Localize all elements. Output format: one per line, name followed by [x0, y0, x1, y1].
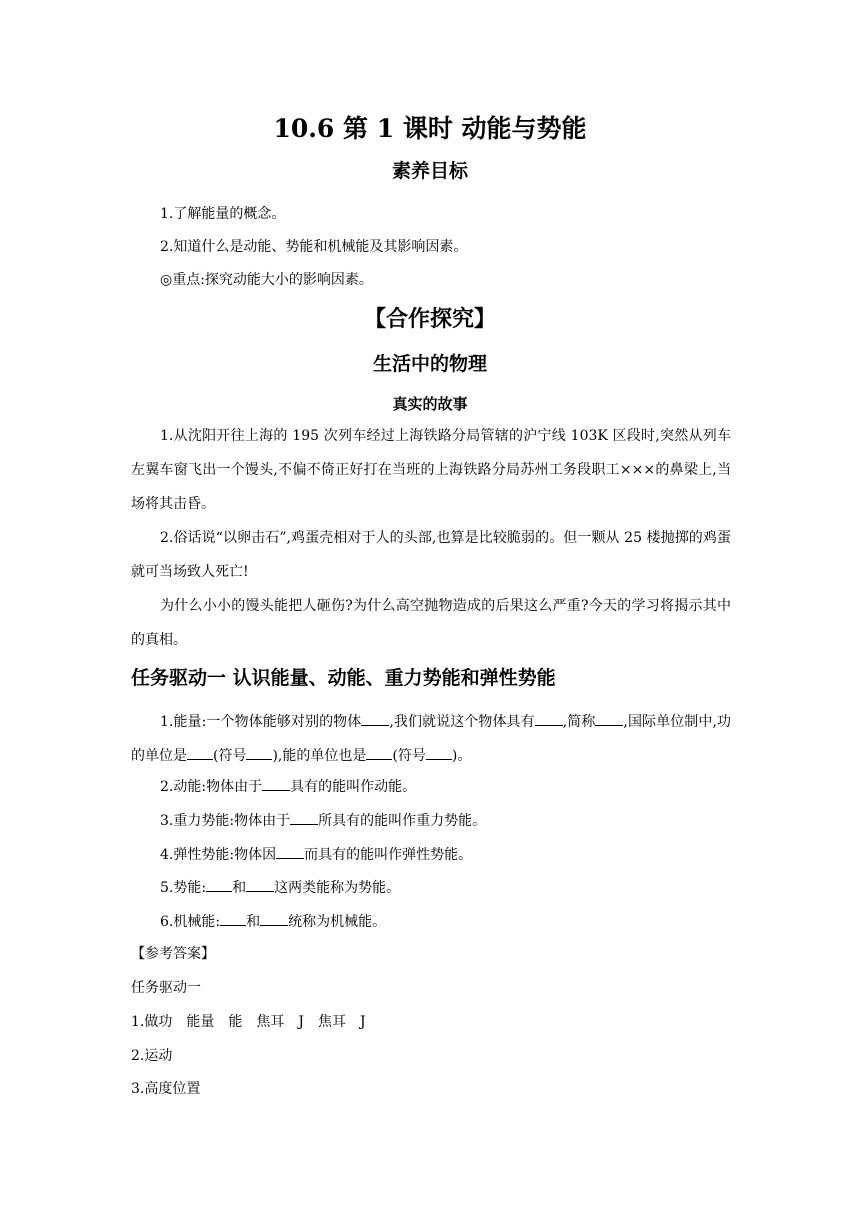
goal-item: 2.知道什么是动能、势能和机械能及其影响因素。 [160, 239, 468, 255]
goal-item: ◎重点:探究动能大小的影响因素。 [160, 272, 373, 288]
question-5: 5.势能: 和 这两类能称为势能。 [131, 877, 400, 898]
answer-line-2: 2.运动 [131, 1048, 173, 1064]
story-paragraph: 为什么小小的馒头能把人砸伤?为什么高空抛物造成的后果这么严重?今天的学习将揭示其中的真相。 [131, 598, 731, 648]
answer-blank[interactable] [290, 810, 318, 825]
answer-blank[interactable] [276, 844, 304, 859]
answer-blank[interactable] [260, 911, 288, 926]
true-story-heading: 真实的故事 [392, 395, 468, 413]
question-3: 3.重力势能:物体由于 所具有的能叫作重力势能。 [131, 810, 486, 831]
answer-blank[interactable] [426, 745, 452, 760]
answer-blank[interactable] [535, 711, 563, 726]
answer-blank[interactable] [187, 745, 213, 760]
answer-blank[interactable] [246, 877, 274, 892]
question-4: 4.弹性势能:物体因 而具有的能叫作弹性势能。 [131, 844, 472, 865]
answer-line-3: 3.高度位置 [131, 1081, 201, 1097]
life-physics-heading: 生活中的物理 [372, 353, 487, 375]
answer-blank[interactable] [361, 711, 389, 726]
question-6: 6.机械能: 和 统称为机械能。 [131, 911, 386, 932]
story-paragraph: 2.俗话说“以卵击石”,鸡蛋壳相对于人的头部,也算是比较脆弱的。但一颗从 25 楼抛掷的鸡蛋就可当场致人死亡! [131, 530, 731, 580]
answer-line-1: 1.做功 能量 能 焦耳 J 焦耳 J [131, 1014, 366, 1030]
story-paragraph: 1.从沈阳开往上海的 195 次列车经过上海铁路分局管辖的沪宁线 103K 区段时,突然从列车左翼车窗飞出一个馒头,不偏不倚正好打在当班的上海铁路分局苏州工务段职工×××的鼻梁上,当场将其击昏。 [131, 428, 731, 512]
answers-heading: 【参考答案】 [131, 946, 215, 962]
cooperation-heading: 【合作探究】 [363, 306, 496, 332]
answer-blank[interactable] [220, 911, 246, 926]
goal-item: 1.了解能量的概念。 [160, 206, 286, 222]
answer-blank[interactable] [595, 711, 623, 726]
answer-blank[interactable] [366, 745, 392, 760]
goals-heading: 素养目标 [391, 160, 468, 182]
page-title: 10.6 第 1 课时 动能与势能 [273, 114, 587, 143]
answer-blank[interactable] [262, 776, 290, 791]
answer-blank[interactable] [246, 745, 272, 760]
answer-blank[interactable] [206, 877, 232, 892]
question-2: 2.动能:物体由于 具有的能叫作动能。 [131, 776, 416, 797]
answers-task-label: 任务驱动一 [131, 980, 201, 996]
task-heading: 任务驱动一 认识能量、动能、重力势能和弹性势能 [131, 667, 556, 689]
question-1: 1.能量:一个物体能够对别的物体 ,我们就说这个物体具有 ,简称 ,国际单位制中,功的单位是 (符号 ),能的单位也是 (符号 )。 [131, 705, 731, 773]
